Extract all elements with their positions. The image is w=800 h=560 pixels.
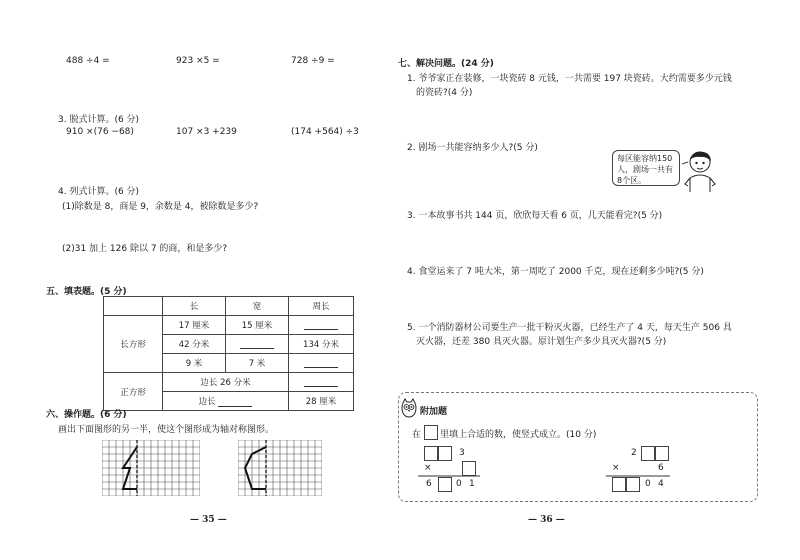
q4-title: 4. 列式计算。(6 分)	[58, 187, 140, 197]
symmetry-grid-2[interactable]	[238, 440, 322, 496]
q3-item-1: 910 ×(76 −68)	[66, 127, 134, 137]
eq1-top-box-2[interactable]	[438, 446, 452, 461]
blank-s2-side[interactable]	[218, 397, 252, 407]
symmetry-grid-1[interactable]	[102, 440, 200, 496]
eq2-mult: 6	[658, 463, 664, 473]
blank-r3-perim[interactable]	[289, 354, 354, 373]
calc-item-2: 923 ×5 =	[176, 56, 220, 66]
answer-box-sample	[424, 425, 438, 440]
blank-s1-perim[interactable]	[289, 373, 354, 392]
fill-table	[103, 296, 354, 411]
cell-r3-wid: 7 米	[226, 354, 289, 373]
problem5-line1: 5. 一个消防器材公司要生产一批干粉灭火器，已经生产了 4 天，每天生产 506 具	[407, 323, 732, 333]
eq1-top-digit: 3	[459, 448, 465, 458]
cell-s2-perim: 28 厘米	[289, 392, 354, 411]
section7-title: 七、解决问题。(24 分)	[398, 59, 494, 69]
square-label: 正方形	[104, 373, 163, 411]
cell-r3-len: 9 米	[163, 354, 226, 373]
problem3: 3. 一本故事书共 144 页，欣欣每天看 6 页，几天能看完?(5 分)	[407, 211, 663, 221]
bonus-panel	[398, 392, 758, 502]
page-number-right: — 36 —	[528, 515, 565, 525]
problem5-line2: 灭火器，还差 380 具灭火器。原计划生产多少具灭火器?(5 分)	[416, 337, 667, 347]
eq1-res-3: 1	[469, 479, 475, 489]
eq1-res-box[interactable]	[438, 477, 452, 492]
cell-s2-side	[163, 392, 289, 411]
eq1-times: ×	[424, 463, 432, 473]
page-number-left: — 35 —	[190, 515, 227, 525]
eq1-res-1: 6	[426, 479, 432, 489]
bonus-label: 附加题	[420, 407, 448, 417]
q3-item-3: (174 +564) ÷3	[291, 127, 359, 137]
eq2-top-box-1[interactable]	[641, 446, 655, 461]
problem1-line2: 的瓷砖?(4 分)	[416, 88, 473, 98]
eq1-res-2: 0	[456, 479, 462, 489]
s2-side-label: 边长	[198, 397, 216, 407]
problem2: 2. 剧场一共能容纳多少人?(5 分)	[407, 143, 538, 153]
cell-r2-perim: 134 分米	[289, 335, 354, 354]
eq2-top-digit: 2	[631, 448, 637, 458]
q3-item-2: 107 ×3 +239	[176, 127, 237, 137]
section5-title: 五、填表题。(5 分)	[46, 287, 127, 297]
cell-s1-side: 边长 26 分米	[163, 373, 289, 392]
eq2-top-box-2[interactable]	[655, 446, 669, 461]
header-width: 宽	[226, 297, 289, 316]
q4-part-2: (2)31 加上 126 除以 7 的商，和是多少?	[62, 244, 228, 254]
calc-item-1: 488 ÷4 =	[66, 56, 110, 66]
eq2-res-box-1[interactable]	[612, 477, 626, 492]
blank-r2-wid[interactable]	[226, 335, 289, 354]
problem4: 4. 食堂运来了 7 吨大米，第一周吃了 2000 千克，现在还剩多少吨?(5 分)	[407, 267, 704, 277]
owl-icon	[400, 398, 418, 418]
cell-r1-len: 17 厘米	[163, 316, 226, 335]
calc-item-3: 728 ÷9 =	[291, 56, 335, 66]
section6-instruction: 画出下面图形的另一半，使这个图形成为轴对称图形。	[58, 425, 275, 435]
boy-icon	[680, 148, 720, 192]
problem1-line1: 1. 爷爷家正在装修，一块瓷砖 8 元钱，一共需要 197 块瓷砖。大约需要多少元钱	[407, 74, 732, 84]
q4-part-1: (1)除数是 8，商是 9，余数是 4，被除数是多少?	[62, 202, 259, 212]
eq2-times: ×	[612, 463, 620, 473]
bonus-instruction-b: 里填上合适的数，使竖式成立。(10 分)	[440, 430, 597, 440]
cell-r2-len: 42 分米	[163, 335, 226, 354]
header-perimeter: 周长	[289, 297, 354, 316]
speech-bubble: 每区能容纳150人，剧场一共有8个区。	[612, 150, 680, 186]
eq2-res-1: 0	[645, 479, 651, 489]
section6-title: 六、操作题。(6 分)	[46, 410, 127, 420]
blank-r1-perim[interactable]	[289, 316, 354, 335]
cell-r1-wid: 15 厘米	[226, 316, 289, 335]
eq1-mult-box[interactable]	[462, 461, 476, 476]
eq2-res-2: 4	[658, 479, 664, 489]
header-length: 长	[163, 297, 226, 316]
bonus-instruction-a: 在	[412, 430, 422, 440]
eq2-res-box-2[interactable]	[626, 477, 640, 492]
rect-label: 长方形	[104, 316, 163, 373]
eq1-top-box-1[interactable]	[424, 446, 438, 461]
q3-title: 3. 脱式计算。(6 分)	[58, 115, 140, 125]
